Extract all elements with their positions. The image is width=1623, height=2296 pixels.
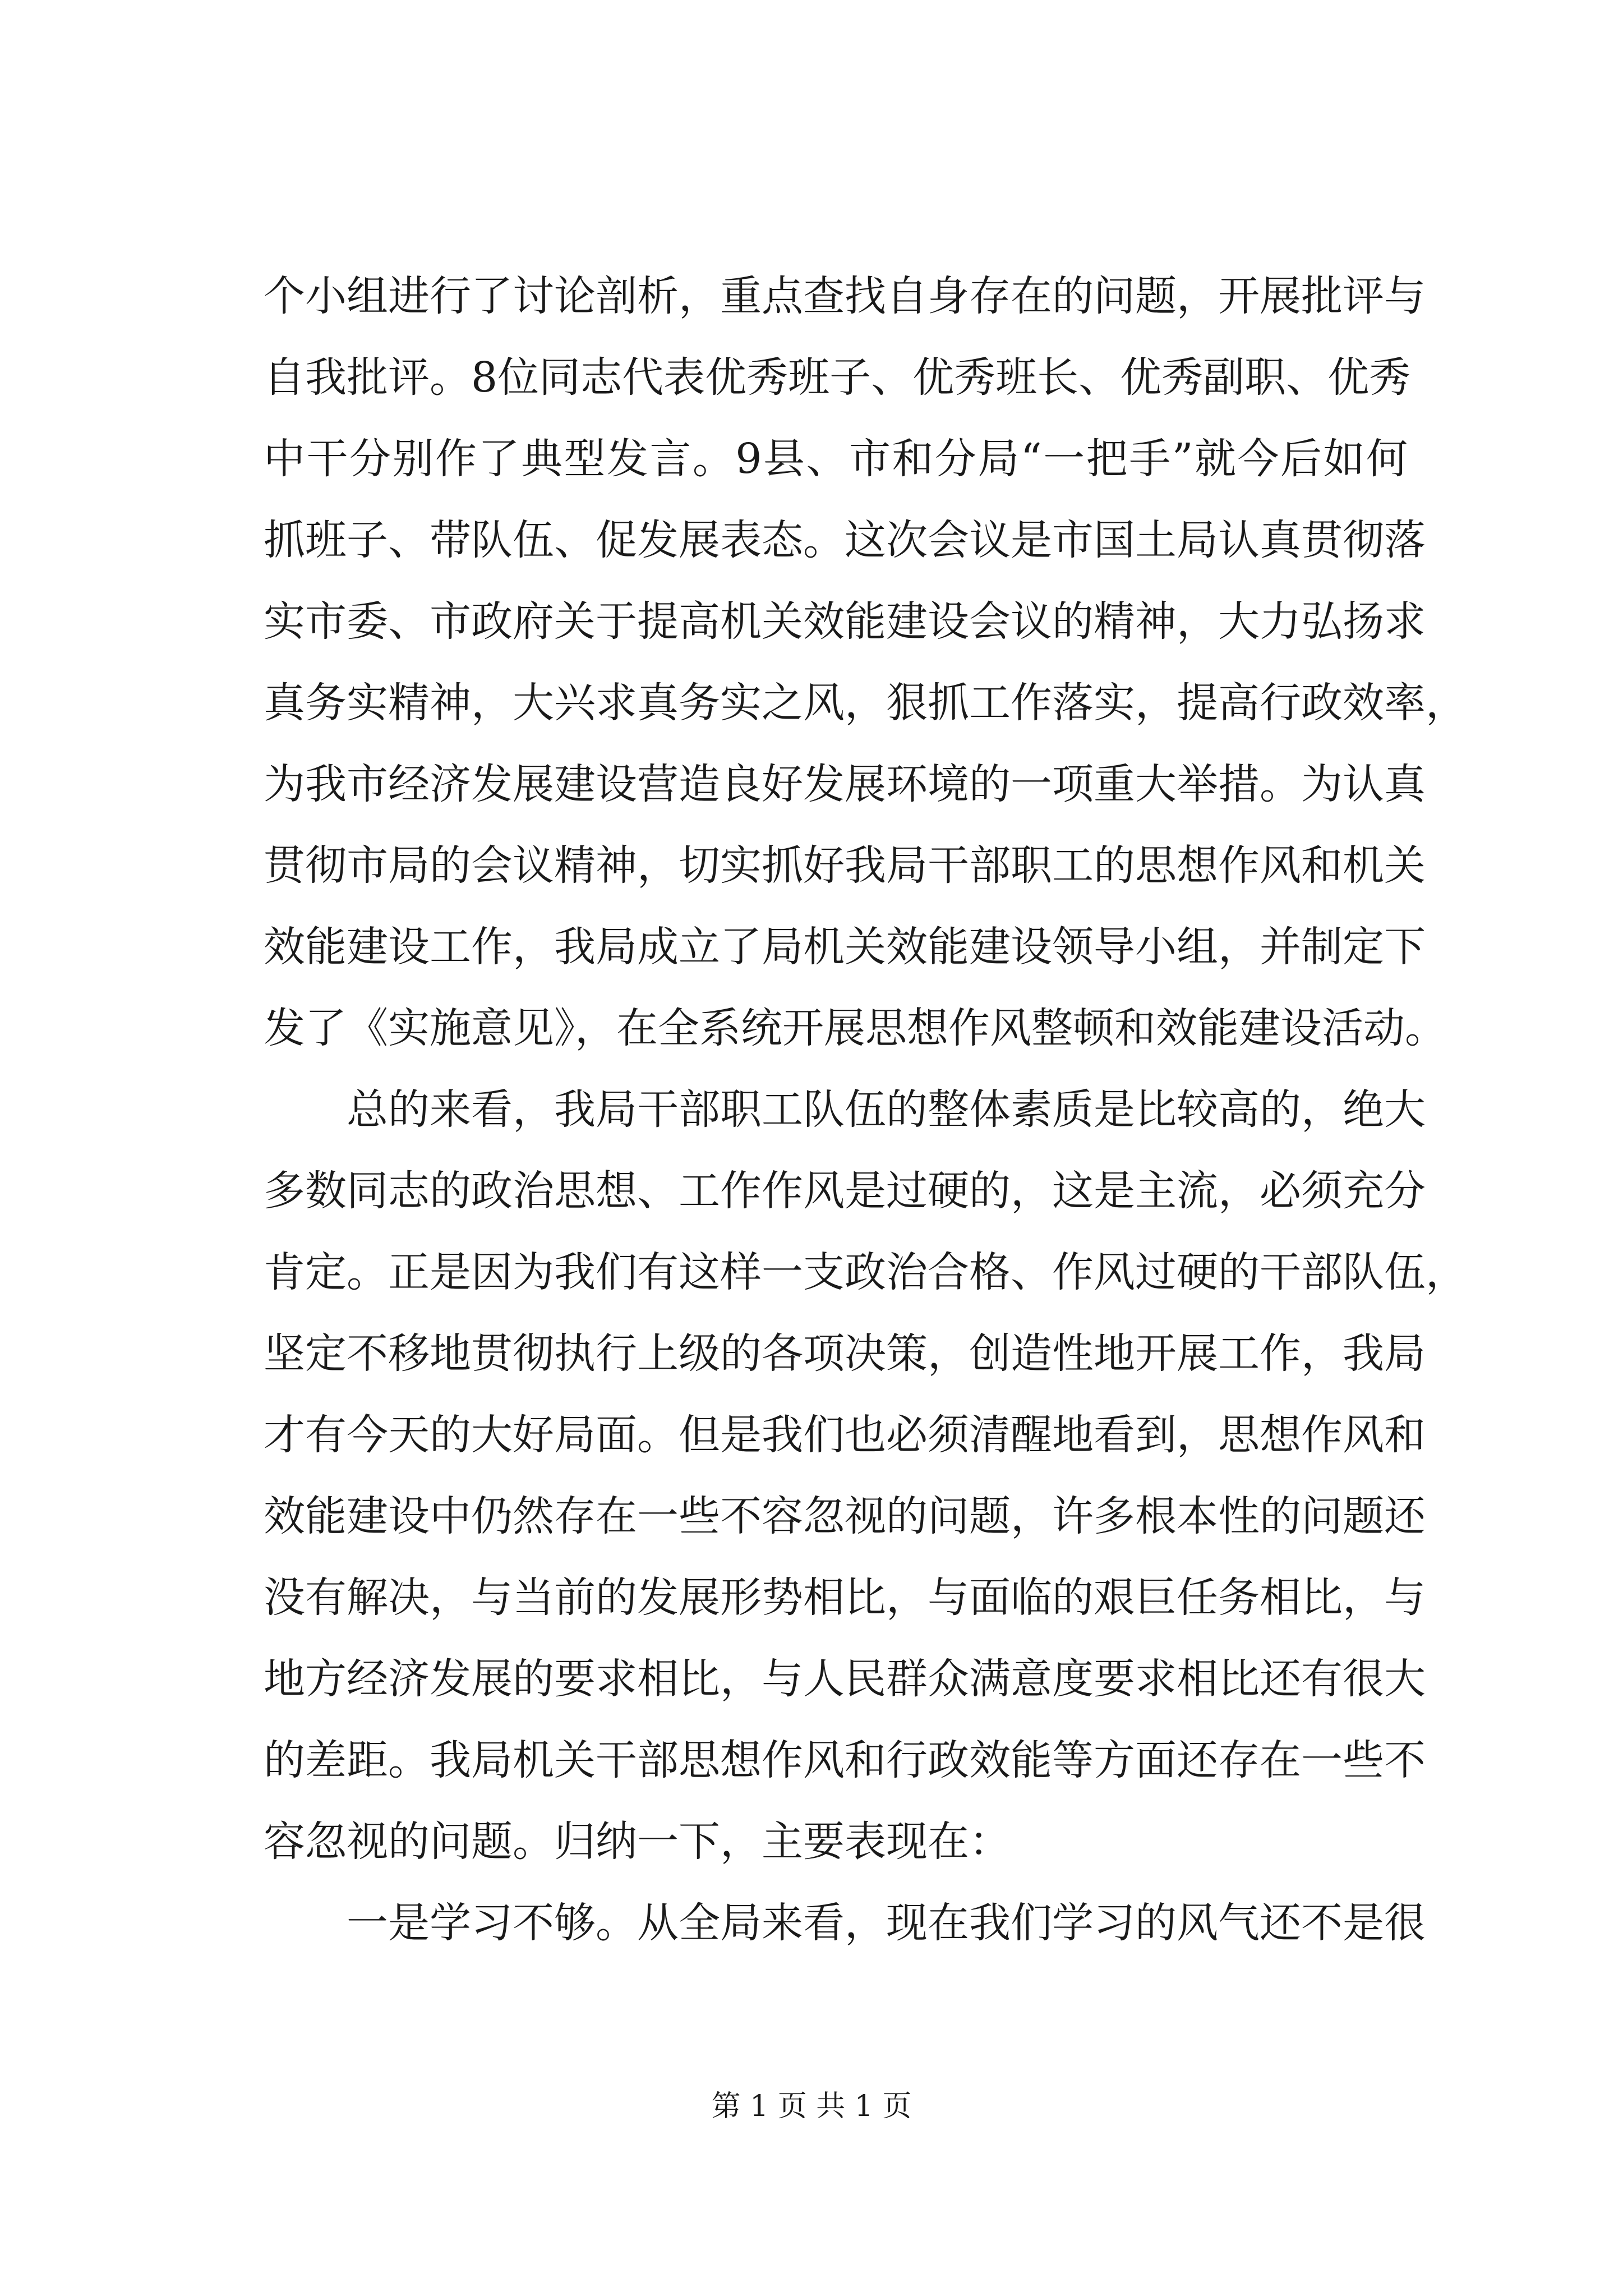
- document-body: [264, 256, 1467, 1964]
- text-line-5: 实市委、市政府关于提高机关效能建设会议的精神，大力弘扬求: [264, 597, 1426, 646]
- text-line-20: 容忽视的问题。归纳一下，主要表现在：: [264, 1818, 1011, 1866]
- text-line-9: 效能建设工作，我局成立了局机关效能建设领导小组，并制定下: [264, 923, 1426, 971]
- text-line-14: 坚定不移地贯彻执行上级的各项决策，创造性地开展工作，我局: [264, 1329, 1426, 1378]
- text-line-13: 肯定。正是因为我们有这样一支政治合格、作风过硬的干部队伍，: [264, 1248, 1467, 1296]
- text-line-18: 地方经济发展的要求相比，与人民群众满意度要求相比还有很大: [264, 1655, 1426, 1703]
- text-line-7: 为我市经济发展建设营造良好发展环境的一项重大举措。为认真: [264, 760, 1426, 808]
- text-line-19: 的差距。我局机关干部思想作风和行政效能等方面还存在一些不: [264, 1736, 1426, 1784]
- text-line-6: 真务实精神，大兴求真务实之风，狠抓工作落实，提高行政效率，: [264, 679, 1467, 727]
- text-line-21: 一是学习不够。从全局来看，现在我们学习的风气还不是很: [264, 1899, 1426, 1947]
- text-line-8: 贯彻市局的会议精神，切实抓好我局干部职工的思想作风和机关: [264, 841, 1426, 890]
- text-line-11: 总的来看，我局干部职工队伍的整体素质是比较高的，绝大: [264, 1085, 1426, 1134]
- text-line-15: 才有今天的大好局面。但是我们也必须清醒地看到，思想作风和: [264, 1411, 1426, 1459]
- text-line-3: 中干分别作了典型发言。9县、市和分局“一把手”就今后如何: [264, 435, 1408, 483]
- text-line-4: 抓班子、带队伍、促发展表态。这次会议是市国土局认真贯彻落: [264, 516, 1426, 564]
- text-line-2: 自我批评。8位同志代表优秀班子、优秀班长、优秀副职、优秀: [264, 353, 1411, 402]
- page-number-footer: 第 1 页 共 1 页: [711, 2090, 912, 2123]
- text-line-12: 多数同志的政治思想、工作作风是过硬的，这是主流，必须充分: [264, 1167, 1426, 1215]
- text-line-17: 没有解决，与当前的发展形势相比，与面临的艰巨任务相比，与: [264, 1573, 1426, 1622]
- text-line-16: 效能建设中仍然存在一些不容忽视的问题，许多根本性的问题还: [264, 1492, 1426, 1540]
- text-line-1: 个小组进行了讨论剖析，重点查找自身存在的问题，开展批评与: [264, 272, 1426, 320]
- text-line-10: 发了《实施意见》，在全系统开展思想作风整顿和效能建设活动。: [264, 1004, 1446, 1052]
